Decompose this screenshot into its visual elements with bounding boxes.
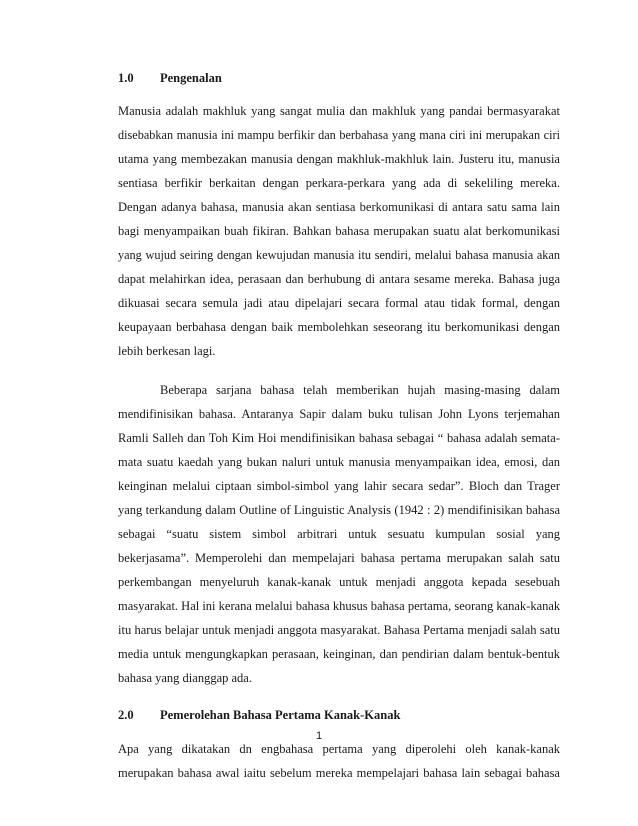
paragraph-line: dikuasai secara semula jadi atau dipelajari secara formal atau tidak formal, dengan (118, 296, 560, 310)
paragraph-line: sebagai “suatu sistem simbol arbitrari untuk sesuatu kumpulan sosial yang (118, 527, 560, 541)
paragraph-line: dapat melahirkan idea, perasaan dan berhubung di antara sesame mereka. Bahasa juga (118, 272, 560, 286)
paragraph-line: keupayaan berbahasa dengan baik membolehkan seseorang itu berkomunikasi dengan (118, 320, 560, 334)
section-title: Pemerolehan Bahasa Pertama Kanak-Kanak (160, 708, 401, 722)
section-number: 2.0 (118, 708, 134, 722)
paragraph-line: itu harus belajar untuk menjadi anggota masyarakat. Bahasa Pertama menjadi salah satu (118, 623, 560, 637)
paragraph-line: Beberapa sarjana bahasa telah memberikan hujah masing-masing dalam (160, 383, 560, 397)
paragraph-line: bekerjasama”. Memperolehi dan mempelajari bahasa pertama merupakan salah satu (118, 551, 560, 565)
paragraph-line: disebabkan manusia ini mampu berfikir dan berbahasa yang mana ciri ini merupakan ciri (118, 128, 560, 142)
paragraph-line: yang wujud seiring dengan kewujudan manusia itu sendiri, melalui bahasa manusia akan (118, 248, 560, 262)
section-heading (118, 707, 400, 723)
paragraph-line: masyarakat. Hal ini kerana melalui bahasa khusus bahasa pertama, seorang kanak-kanak (118, 599, 560, 613)
paragraph-line: bahasa yang dianggap ada. (118, 671, 252, 685)
paragraph-line: mendifinisikan bahasa. Antaranya Sapir dalam buku tulisan John Lyons terjemahan (118, 407, 560, 421)
paragraph-line: Dengan adanya bahasa, manusia akan sentiasa berkomunikasi di antara satu sama lain (118, 200, 560, 214)
page-number: 1 (315, 730, 323, 742)
paragraph-line: utama yang membezakan manusia dengan makhluk-makhluk lain. Justeru itu, manusia (118, 152, 560, 166)
section-title: Pengenalan (160, 71, 222, 85)
section-number: 1.0 (118, 71, 134, 85)
paragraph-line: Manusia adalah makhluk yang sangat mulia dan makhluk yang pandai bermasyarakat (118, 104, 560, 118)
paragraph-line: Apa yang dikatakan dn engbahasa pertama yang diperolehi oleh kanak-kanak (118, 742, 560, 756)
paragraph-line: media untuk mengungkapkan perasaan, keinginan, dan pendirian dalam bentuk-bentuk (118, 647, 560, 661)
paragraph-line: lebih berkesan lagi. (118, 344, 216, 358)
section-heading (118, 70, 222, 86)
paragraph-line: sentiasa berfikir berkaitan dengan perkara-perkara yang ada di sekeliling mereka. (118, 176, 560, 190)
paragraph-line: bagi menyampaikan buah fikiran. Bahkan bahasa merupakan suatu alat berkomunikasi (118, 224, 560, 238)
paragraph-line: merupakan bahasa awal iaitu sebelum mereka mempelajari bahasa lain sebagai bahasa (118, 766, 560, 780)
paragraph-line: Ramli Salleh dan Toh Kim Hoi mendifinisikan bahasa sebagai “ bahasa adalah semata- (118, 431, 560, 445)
paragraph-line: yang terkandung dalam Outline of Linguistic Analysis (1942 : 2) mendifinisikan bahasa (118, 503, 560, 517)
paragraph-line: mata suatu kaedah yang bukan naluri untuk manusia menyampaikan idea, emosi, dan (118, 455, 560, 469)
paragraph-line: perkembangan menyeluruh kanak-kanak untuk menjadi anggota kepada sesebuah (118, 575, 560, 589)
paragraph-line: keinginan melalui ciptaan simbol-simbol yang lahir secara sedar”. Bloch dan Trager (118, 479, 560, 493)
